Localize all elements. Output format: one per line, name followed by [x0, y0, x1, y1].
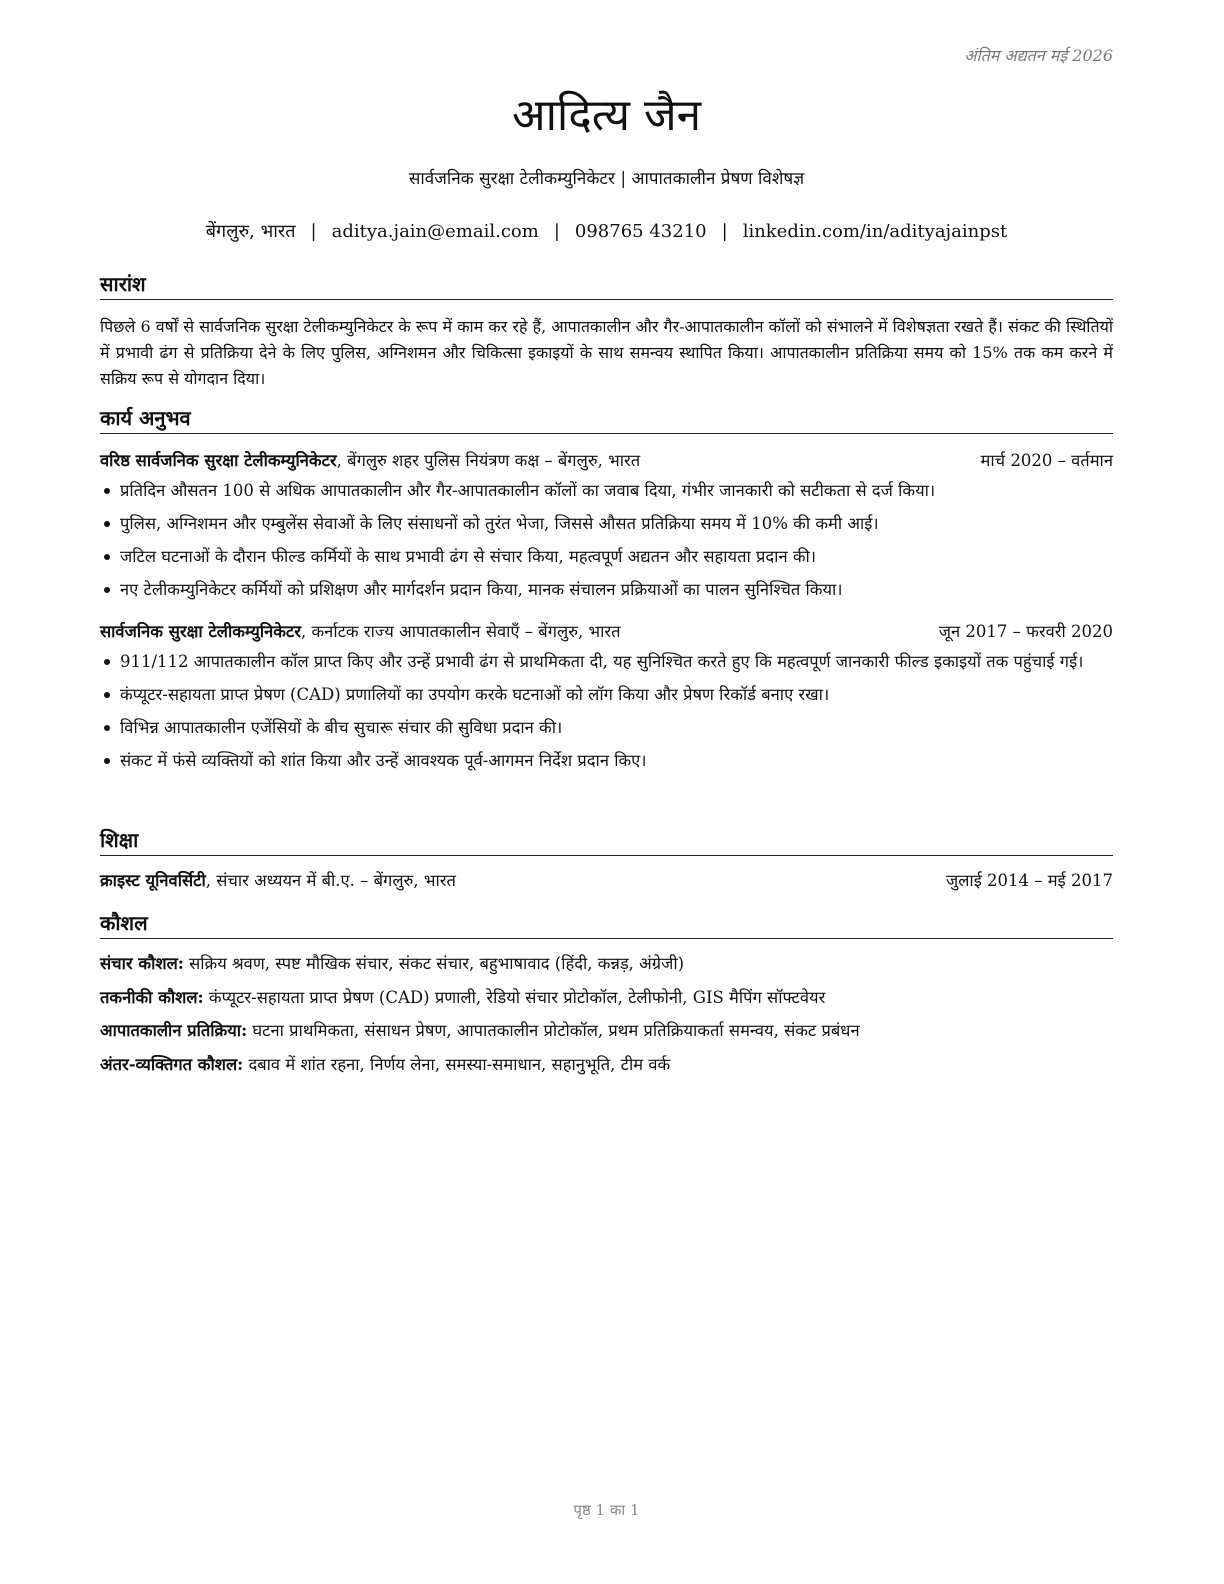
section-title-experience: कार्य अनुभव	[100, 404, 1113, 434]
job-organization: , बेंगलुरु शहर पुलिस नियंत्रण कक्ष – बेंगलुरु, भारत	[336, 451, 641, 470]
job-entry	[100, 619, 1113, 773]
candidate-headline: सार्वजनिक सुरक्षा टेलीकम्युनिकेटर | आपातकालीन प्रेषण विशेषज्ञ	[408, 169, 805, 189]
job-bullet: पुलिस, अग्निशमन और एम्बुलेंस सेवाओं के लिए संसाधनों को तुरंत भेजा, जिससे औसत प्रतिक्रिया समय में 10% की कमी आई।	[100, 511, 1113, 536]
skill-value: सक्रिय श्रवण, स्पष्ट मौखिक संचार, संकट संचार, बहुभाषावाद (हिंदी, कन्नड़, अंग्रेजी)	[183, 954, 685, 973]
contact-location: बेंगलुरु, भारत	[205, 221, 296, 242]
contact-email[interactable]: aditya.jain@email.com	[331, 221, 539, 242]
job-dates: मार्च 2020 – वर्तमान	[980, 451, 1113, 470]
contact-phone[interactable]: 098765 43210	[574, 221, 707, 242]
section-title-summary: सारांश	[100, 270, 1113, 300]
skill-label: तकनीकी कौशल:	[100, 987, 204, 1007]
contact-linkedin[interactable]: linkedin.com/in/adityajainpst	[742, 221, 1008, 242]
education-detail: , संचार अध्ययन में बी.ए. – बेंगलुरु, भारत	[205, 871, 456, 890]
job-role: सार्वजनिक सुरक्षा टेलीकम्युनिकेटर	[100, 622, 301, 641]
last-updated-note: अंतिम अद्यतन मई 2026	[964, 46, 1113, 65]
job-bullet: विभिन्न आपातकालीन एजेंसियों के बीच सुचारू संचार की सुविधा प्रदान की।	[100, 715, 1113, 740]
job-entry	[100, 448, 1113, 602]
job-bullet: प्रतिदिन औसतन 100 से अधिक आपातकालीन और गैर-आपातकालीन कॉलों का जवाब दिया, गंभीर जानकारी को सटीकता से दर्ज किया।	[100, 478, 1113, 503]
skills-section	[100, 909, 1113, 1085]
job-organization: , कर्नाटक राज्य आपातकालीन सेवाएँ – बेंगलुरु, भारत	[301, 622, 621, 641]
skill-row	[100, 1052, 1113, 1078]
contact-separator: |	[721, 221, 728, 242]
education-entry	[100, 868, 1113, 894]
job-bullet: नए टेलीकम्युनिकेटर कर्मियों को प्रशिक्षण और मार्गदर्शन प्रदान किया, मानक संचालन प्रक्रियाओं का पालन सुनिश्चित किया।	[100, 577, 1113, 602]
job-header	[100, 619, 1113, 645]
job-header	[100, 448, 1113, 474]
job-bullet: जटिल घटनाओं के दौरान फील्ड कर्मियों के साथ प्रभावी ढंग से संचार किया, महत्वपूर्ण अद्यतन और सहायता प्रदान की।	[100, 544, 1113, 569]
summary-section	[100, 270, 1113, 392]
education-dates: जुलाई 2014 – मई 2017	[946, 871, 1113, 890]
skill-value: कंप्यूटर-सहायता प्राप्त प्रेषण (CAD) प्रणाली, रेडियो संचार प्रोटोकॉल, टेलीफोनी, GIS मैपिंग सॉफ्टवेयर	[203, 987, 826, 1007]
skill-row	[100, 985, 1113, 1011]
skill-value: घटना प्राथमिकता, संसाधन प्रेषण, आपातकालीन प्रोटोकॉल, प्रथम प्रतिक्रियाकर्ता समन्वय, संकट प्रबंधन	[247, 1021, 860, 1040]
skill-label: आपातकालीन प्रतिक्रिया:	[100, 1021, 248, 1040]
contact-line	[100, 218, 1113, 246]
skill-label: संचार कौशल:	[100, 954, 184, 973]
education-line	[100, 868, 456, 894]
candidate-name: आदित्य जैन	[511, 90, 702, 141]
job-dates: जून 2017 – फरवरी 2020	[938, 622, 1113, 641]
job-bullets	[100, 649, 1113, 773]
skills-list	[100, 951, 1113, 1078]
education-section	[100, 826, 1113, 894]
experience-section	[100, 404, 1113, 781]
skill-label: अंतर-व्यक्तिगत कौशल:	[100, 1054, 244, 1074]
job-title-line	[100, 619, 621, 645]
education-institution: क्राइस्ट यूनिवर्सिटी	[100, 871, 206, 890]
job-role: वरिष्ठ सार्वजनिक सुरक्षा टेलीकम्युनिकेटर	[100, 451, 337, 470]
skill-row	[100, 1018, 1113, 1044]
page-footer: पृष्ठ 1 का 1	[573, 1501, 640, 1519]
section-title-education: शिक्षा	[100, 826, 1113, 856]
skill-value: दबाव में शांत रहना, निर्णय लेना, समस्या-समाधान, सहानुभूति, टीम वर्क	[243, 1054, 671, 1074]
job-title-line	[100, 448, 640, 474]
summary-text: पिछले 6 वर्षों से सार्वजनिक सुरक्षा टेलीकम्युनिकेटर के रूप में काम कर रहे हैं, आपातकालीन और गैर-आपातकालीन कॉलों को संभालने में विशेषज्ञता रखते हैं। संकट की स्थितियों में प्रभावी ढंग से प्रतिक्रिया देने के लिए पुलिस, अग्निशमन और चिकित्सा इकाइयों के साथ समन्वय स्थापित किया। आपातकालीन प्रतिक्रिया समय को 15% तक कम करने में सक्रिय रूप से योगदान दिया।	[100, 317, 1113, 388]
job-bullets	[100, 478, 1113, 602]
job-bullet: संकट में फंसे व्यक्तियों को शांत किया और उन्हें आवश्यक पूर्व-आगमन निर्देश प्रदान किए।	[100, 748, 1113, 773]
job-bullet: 911/112 आपातकालीन कॉल प्राप्त किए और उन्हें प्रभावी ढंग से प्राथमिकता दी, यह सुनिश्चित करते हुए कि महत्वपूर्ण जानकारी फील्ड इकाइयों तक पहुंचाई गई।	[100, 649, 1113, 674]
resume-page	[100, 0, 1113, 1584]
skill-row	[100, 951, 1113, 977]
job-bullet: कंप्यूटर-सहायता प्राप्त प्रेषण (CAD) प्रणालियों का उपयोग करके घटनाओं को लॉग किया और प्रेषण रिकॉर्ड बनाए रखा।	[100, 682, 1113, 707]
section-title-skills: कौशल	[100, 909, 1113, 939]
contact-separator: |	[553, 221, 560, 242]
contact-separator: |	[310, 221, 317, 242]
